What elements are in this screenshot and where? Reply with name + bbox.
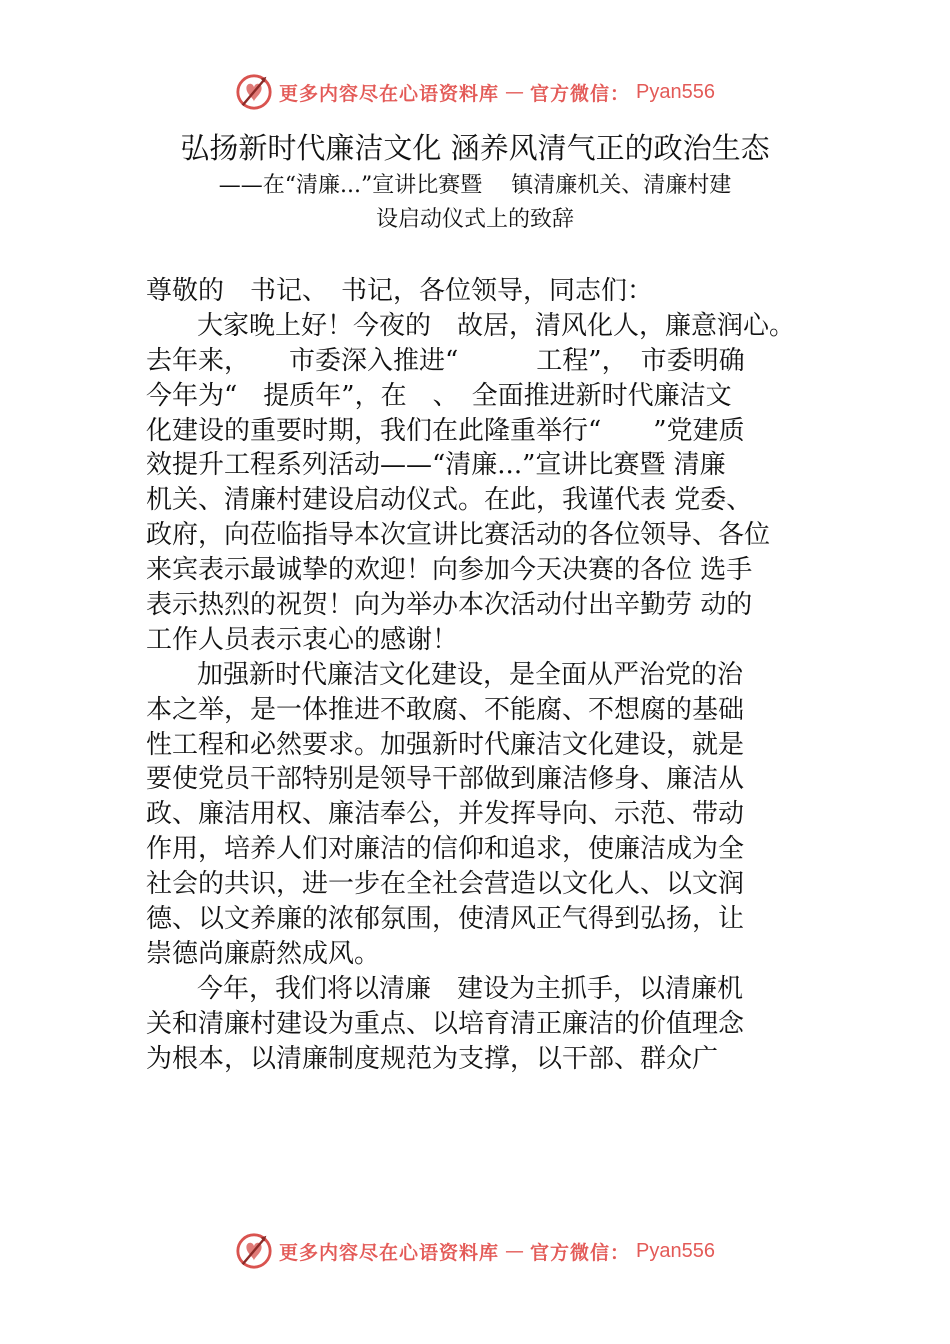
paragraph-2-line: 政、廉洁用权、廉洁奉公，并发挥导向、示范、带动 <box>146 799 745 830</box>
paragraph-2-line: 性工程和必然要求。加强新时代廉洁文化建设，就是 <box>146 729 745 760</box>
footer-banner <box>0 1231 950 1271</box>
paragraph-2-line: 加强新时代廉洁文化建设，是全面从严治党的治 <box>197 659 744 690</box>
banner-wechat-id: Pyan556 <box>636 80 715 103</box>
paragraph-2-line: 德、以文养廉的浓郁氛围，使清风正气得到弘扬，让 <box>146 904 745 935</box>
paragraph-1-line: 化建设的重要时期，我们在此隆重举行“ ”党建质 <box>146 415 745 446</box>
document-subtitle-line-2: 设启动仪式上的致辞 <box>375 207 574 232</box>
heart-pen-logo-icon <box>235 73 273 111</box>
heart-pen-logo-icon <box>235 1232 273 1270</box>
banner-wechat-id: Pyan556 <box>636 1239 715 1262</box>
paragraph-3-line: 今年，我们将以清廉 建设为主抓手，以清廉机 <box>197 973 744 1004</box>
document-body <box>146 274 846 1076</box>
document-subtitle-line-1: ——在“清廉...”宣讲比赛暨 镇清廉机关、清廉村建 <box>218 173 732 198</box>
paragraph-2-line: 作用，培养人们对廉洁的信仰和追求，使廉洁成为全 <box>146 834 745 865</box>
banner-separator: — <box>505 1240 525 1262</box>
banner-text: 更多内容尽在心语资料库 <box>279 82 500 105</box>
banner-separator: — <box>505 81 525 103</box>
paragraph-1-line: 效提升工程系列活动——“清廉...”宣讲比赛暨 清廉 <box>146 450 726 481</box>
salutation: 尊敬的 书记、 书记，各位领导，同志们： <box>146 276 654 306</box>
paragraph-2-line: 要使党员干部特别是领导干部做到廉洁修身、廉洁从 <box>146 764 745 795</box>
banner-wechat-label: 官方微信： <box>530 82 631 105</box>
paragraph-1-line: 大家晚上好！今夜的 故居，清风化人，廉意润心。 <box>197 310 796 341</box>
paragraph-1-line: 工作人员表示衷心的感谢！ <box>146 624 459 655</box>
document-title: 弘扬新时代廉洁文化 涵养风清气正的政治生态 <box>180 131 770 165</box>
paragraph-2-line: 崇德尚廉蔚然成风。 <box>146 938 381 969</box>
paragraph-2-line: 本之举，是一体推进不敢腐、不能腐、不想腐的基础 <box>146 694 745 725</box>
paragraph-1-line: 政府，向莅临指导本次宣讲比赛活动的各位领导、各位 <box>146 520 771 551</box>
paragraph-1-line: 来宾表示最诚挚的欢迎！向参加今天决赛的各位 选手 <box>146 555 753 586</box>
banner-text: 更多内容尽在心语资料库 <box>279 1241 500 1264</box>
paragraph-1-line: 表示热烈的祝贺！向为举办本次活动付出辛勤劳 动的 <box>146 590 753 621</box>
banner-wechat-label: 官方微信： <box>530 1241 631 1264</box>
paragraph-1-line: 今年为“ 提质年”，在 、 全面推进新时代廉洁文 <box>146 380 732 411</box>
paragraph-1-line: 机关、清廉村建设启动仪式。在此，我谨代表 党委、 <box>146 485 753 516</box>
paragraph-2-line: 社会的共识，进一步在全社会营造以文化人、以文润 <box>146 869 745 900</box>
header-banner <box>0 72 950 112</box>
paragraph-1-line: 去年来， 市委深入推进“ 工程”， 市委明确 <box>146 345 745 376</box>
paragraph-3-line: 关和清廉村建设为重点、以培育清正廉洁的价值理念 <box>146 1008 745 1039</box>
paragraph-3-line: 为根本，以清廉制度规范为支撑，以干部、群众广 <box>146 1043 719 1074</box>
